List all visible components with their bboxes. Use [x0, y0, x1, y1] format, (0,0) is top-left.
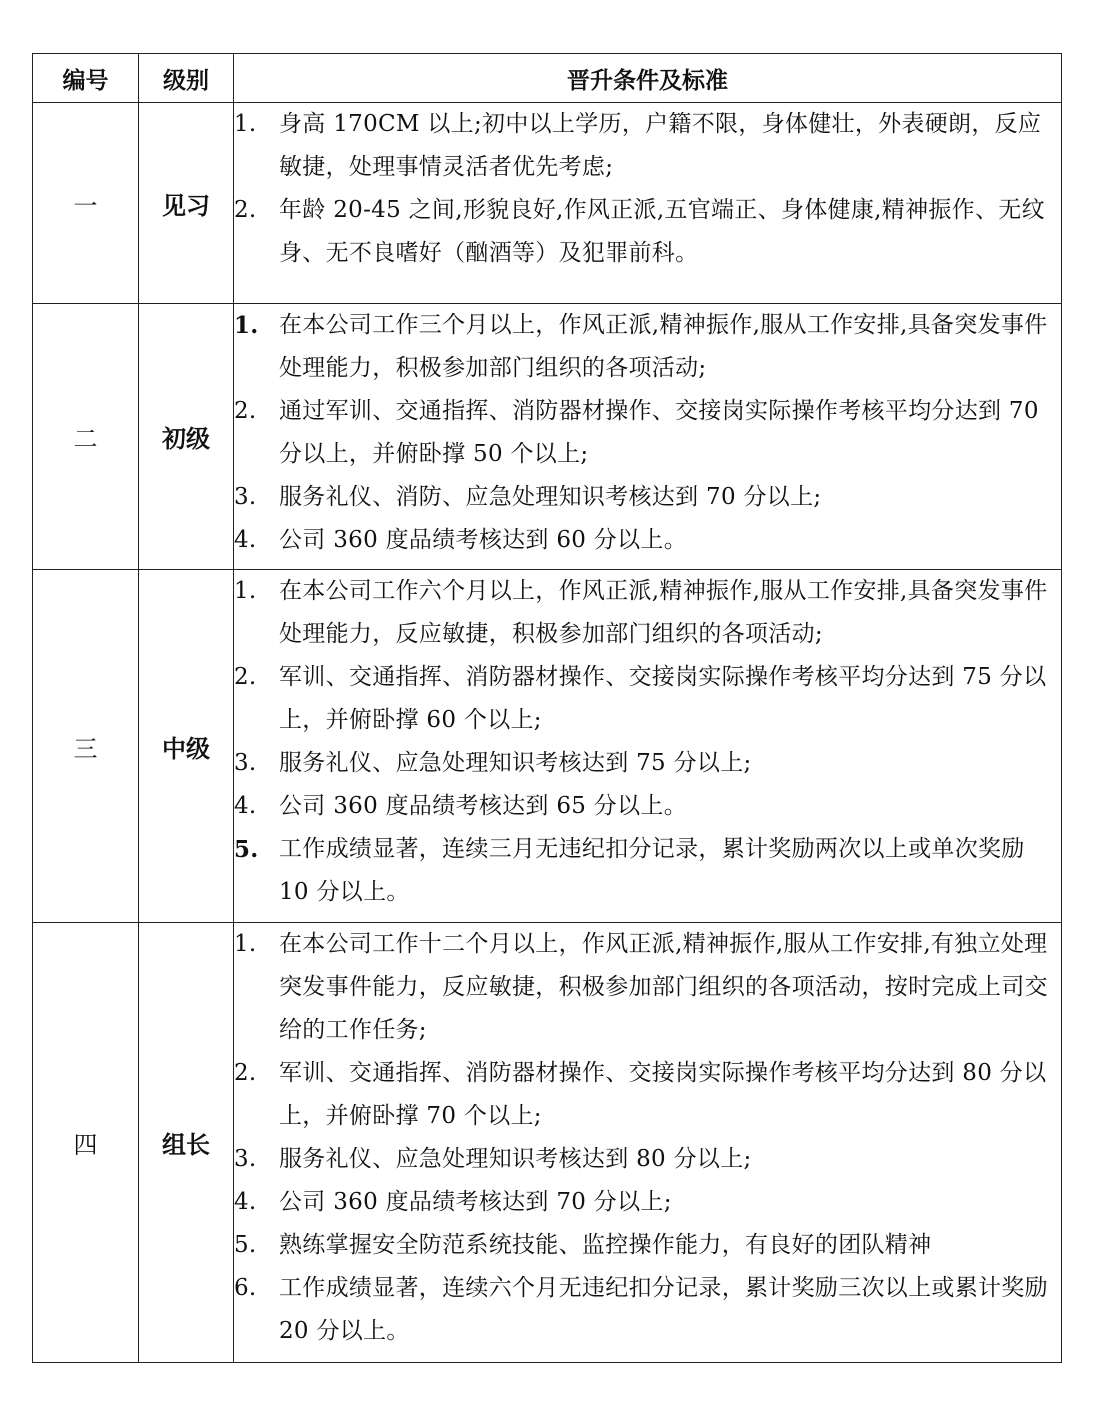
list-item: [234, 476, 1061, 519]
table-row: [33, 304, 1062, 570]
item-index: 2.: [234, 664, 257, 690]
row-number: 一: [33, 103, 139, 304]
item-text: 公司 360 度品绩考核达到 60 分以上。: [279, 527, 688, 553]
criteria-list: [234, 103, 1061, 275]
item-index: 6.: [234, 1275, 257, 1301]
row-criteria: [234, 923, 1062, 1363]
list-item: [234, 923, 1061, 1052]
list-item: [234, 189, 1061, 275]
list-item: [234, 103, 1061, 189]
list-item: [234, 1052, 1061, 1138]
item-text: 在本公司工作六个月以上，作风正派,精神振作,服从工作安排,具备突发事件处理能力，反应敏捷，积极参加部门组织的各项活动;: [279, 578, 1048, 647]
item-index: 3.: [234, 750, 257, 776]
item-text: 通过军训、交通指挥、消防器材操作、交接岗实际操作考核平均分达到 70 分以上，并俯卧撑 50 个以上;: [279, 398, 1039, 467]
row-level: 组长: [139, 923, 234, 1363]
row-level: 初级: [139, 304, 234, 570]
item-index: 1.: [234, 578, 257, 604]
table-row: [33, 570, 1062, 923]
item-index: 5.: [234, 836, 259, 863]
item-text: 服务礼仪、消防、应急处理知识考核达到 70 分以上;: [279, 484, 822, 510]
item-text: 熟练掌握安全防范系统技能、监控操作能力，有良好的团队精神: [279, 1232, 932, 1258]
row-level: 中级: [139, 570, 234, 923]
list-item: [234, 656, 1061, 742]
row-level: 见习: [139, 103, 234, 304]
row-criteria: [234, 304, 1062, 570]
item-index: 4.: [234, 793, 257, 819]
list-item: [234, 785, 1061, 828]
list-item: [234, 519, 1061, 562]
item-index: 2.: [234, 398, 257, 424]
promotion-criteria-table: [32, 53, 1062, 1363]
item-text: 年龄 20-45 之间,形貌良好,作风正派,五官端正、身体健康,精神振作、无纹身、无不良嗜好（酗酒等）及犯罪前科。: [279, 197, 1045, 266]
row-number: 二: [33, 304, 139, 570]
item-text: 在本公司工作三个月以上，作风正派,精神振作,服从工作安排,具备突发事件处理能力，积极参加部门组织的各项活动;: [279, 312, 1048, 381]
item-text: 工作成绩显著，连续六个月无违纪扣分记录，累计奖励三次以上或累计奖励 20 分以上。: [279, 1275, 1048, 1344]
item-text: 服务礼仪、应急处理知识考核达到 80 分以上;: [279, 1146, 752, 1172]
list-item: [234, 570, 1061, 656]
criteria-list: [234, 570, 1061, 914]
list-item: [234, 1267, 1061, 1353]
row-number: 四: [33, 923, 139, 1363]
list-item: [234, 390, 1061, 476]
item-text: 公司 360 度品绩考核达到 65 分以上。: [279, 793, 688, 819]
item-index: 3.: [234, 484, 257, 510]
item-text: 军训、交通指挥、消防器材操作、交接岗实际操作考核平均分达到 80 分以上，并俯卧撑 70 个以上;: [279, 1060, 1047, 1129]
item-index: 5.: [234, 1232, 257, 1258]
list-item: [234, 1224, 1061, 1267]
item-index: 1.: [234, 312, 259, 339]
table-header-row: [33, 54, 1062, 103]
item-index: 3.: [234, 1146, 257, 1172]
header-criteria: 晋升条件及标准: [234, 54, 1062, 103]
item-text: 工作成绩显著，连续三月无违纪扣分记录，累计奖励两次以上或单次奖励 10 分以上。: [279, 836, 1025, 905]
item-text: 在本公司工作十二个月以上，作风正派,精神振作,服从工作安排,有独立处理突发事件能力，反应敏捷，积极参加部门组织的各项活动，按时完成上司交给的工作任务;: [279, 931, 1048, 1043]
item-text: 服务礼仪、应急处理知识考核达到 75 分以上;: [279, 750, 752, 776]
row-number: 三: [33, 570, 139, 923]
criteria-list: [234, 304, 1061, 562]
item-text: 军训、交通指挥、消防器材操作、交接岗实际操作考核平均分达到 75 分以上，并俯卧撑 60 个以上;: [279, 664, 1047, 733]
item-index: 4.: [234, 527, 257, 553]
item-index: 2.: [234, 1060, 257, 1086]
header-level: 级别: [139, 54, 234, 103]
item-index: 4.: [234, 1189, 257, 1215]
criteria-list: [234, 923, 1061, 1353]
list-item: [234, 828, 1061, 914]
header-number: 编号: [33, 54, 139, 103]
item-index: 2.: [234, 197, 257, 223]
table-row: [33, 103, 1062, 304]
row-criteria: [234, 103, 1062, 304]
item-text: 公司 360 度品绩考核达到 70 分以上;: [279, 1189, 672, 1215]
list-item: [234, 1138, 1061, 1181]
table-row: [33, 923, 1062, 1363]
list-item: [234, 742, 1061, 785]
item-text: 身高 170CM 以上;初中以上学历，户籍不限，身体健壮，外表硬朗，反应敏捷，处理事情灵活者优先考虑;: [279, 111, 1042, 180]
item-index: 1.: [234, 931, 257, 957]
list-item: [234, 1181, 1061, 1224]
item-index: 1.: [234, 111, 257, 137]
row-criteria: [234, 570, 1062, 923]
list-item: [234, 304, 1061, 390]
